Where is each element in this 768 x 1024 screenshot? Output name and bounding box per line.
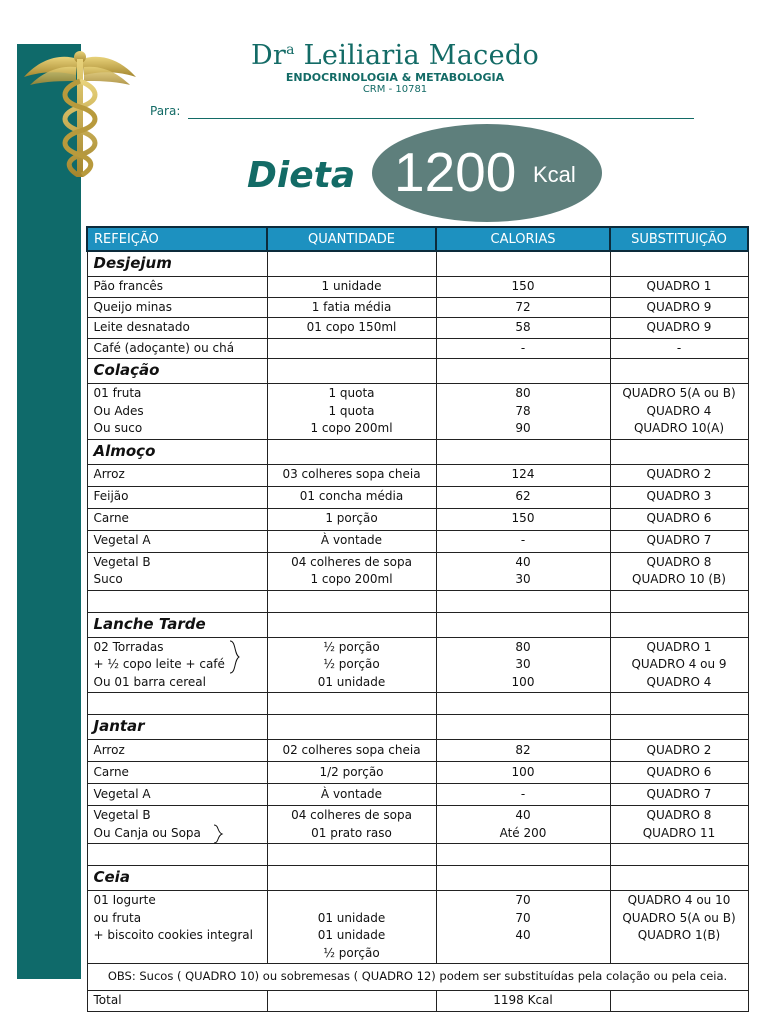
table-row: Vegetal B Ou Canja ou Sopa 04 colheres de sopa 01 prato raso 40 Até 200 QUADRO 8 QUADRO 11 <box>87 806 748 844</box>
brace-icon <box>228 640 242 674</box>
section-lanche-tarde <box>87 612 748 637</box>
table-row: Vegetal B Suco 04 colheres de sopa 1 copo 200ml 40 30 QUADRO 8 QUADRO 10 (B) <box>87 552 748 590</box>
para-field-line[interactable] <box>188 118 694 119</box>
table-row: Leite desnatado 01 copo 150ml 58 QUADRO 9 <box>87 318 748 339</box>
diet-table <box>86 226 749 1012</box>
section-title: Lanche Tarde <box>87 612 267 637</box>
table-row: Vegetal A À vontade - QUADRO 7 <box>87 530 748 552</box>
table-header-row <box>87 227 748 251</box>
doctor-crm: CRM - 10781 <box>362 84 428 95</box>
section-title: Ceia <box>87 866 267 891</box>
table-row: 01 Iogurte ou fruta + biscoito cookies integral 01 unidade 01 unidade ½ porção 70 70 40 QUADRO 4 ou 10 QUADRO 5(A ou B) QUADRO 1(B) <box>87 891 748 964</box>
table-row: 01 fruta Ou Ades Ou suco 1 quota 1 quota 1 copo 200ml 80 78 90 QUADRO 5(A ou B) QUADRO 4 QUADRO 10(A) <box>87 384 748 440</box>
doctor-header <box>250 40 540 95</box>
header-calorias: CALORIAS <box>436 227 610 251</box>
table-row: Arroz 03 colheres sopa cheia 124 QUADRO 2 <box>87 464 748 486</box>
section-ceia <box>87 866 748 891</box>
table-row: Arroz 02 colheres sopa cheia 82 QUADRO 2 <box>87 740 748 762</box>
section-colacao <box>87 359 748 384</box>
table-row: Carne 1 porção 150 QUADRO 6 <box>87 508 748 530</box>
table-row: Carne 1/2 porção 100 QUADRO 6 <box>87 762 748 784</box>
spacer-row <box>87 844 748 866</box>
table-row: Feijão 01 concha média 62 QUADRO 3 <box>87 486 748 508</box>
section-almoco <box>87 439 748 464</box>
header-refeicao: REFEIÇÃO <box>87 227 267 251</box>
doctor-specialty: ENDOCRINOLOGIA & METABOLOGIA <box>285 71 505 84</box>
caduceus-icon <box>20 45 140 180</box>
total-row <box>87 991 748 1012</box>
section-title: Desjejum <box>87 251 267 277</box>
table-row: Vegetal A À vontade - QUADRO 7 <box>87 784 748 806</box>
section-desjejum <box>87 251 748 277</box>
table-row: 02 Torradas + ½ copo leite + café Ou 01 barra cereal ½ porção ½ porção 01 unidade 80 30 100 QUADRO 1 QUADRO 4 ou 9 QUADRO 4 <box>87 637 748 693</box>
para-label: Para: <box>150 104 181 118</box>
obs-row <box>87 964 748 991</box>
section-title: Jantar <box>87 715 267 740</box>
table-row: Queijo minas 1 fatia média 72 QUADRO 9 <box>87 297 748 318</box>
kcal-value: 1200 <box>394 141 517 203</box>
brace-icon <box>212 824 224 844</box>
doctor-name: Dr$^a$ Leiliaria Macedo <box>250 40 539 71</box>
table-row: Pão francês 1 unidade 150 QUADRO 1 <box>87 277 748 298</box>
spacer-row <box>87 693 748 715</box>
header-substituicao: SUBSTITUIÇÃO <box>610 227 748 251</box>
section-title: Almoço <box>87 439 267 464</box>
obs-note: OBS: Sucos ( QUADRO 10) ou sobremesas ( QUADRO 12) podem ser substituídas pela colação ou pela ceia. <box>87 964 748 991</box>
teal-side-bar <box>17 44 81 979</box>
section-jantar <box>87 715 748 740</box>
section-title: Colação <box>87 359 267 384</box>
kcal-unit: Kcal <box>533 162 576 187</box>
total-value: 1198 Kcal <box>436 991 610 1012</box>
diet-title: Dieta <box>247 155 356 196</box>
table-row: Café (adoçante) ou chá - - <box>87 338 748 359</box>
header-quantidade: QUANTIDADE <box>267 227 436 251</box>
total-label: Total <box>87 991 267 1012</box>
spacer-row <box>87 590 748 612</box>
